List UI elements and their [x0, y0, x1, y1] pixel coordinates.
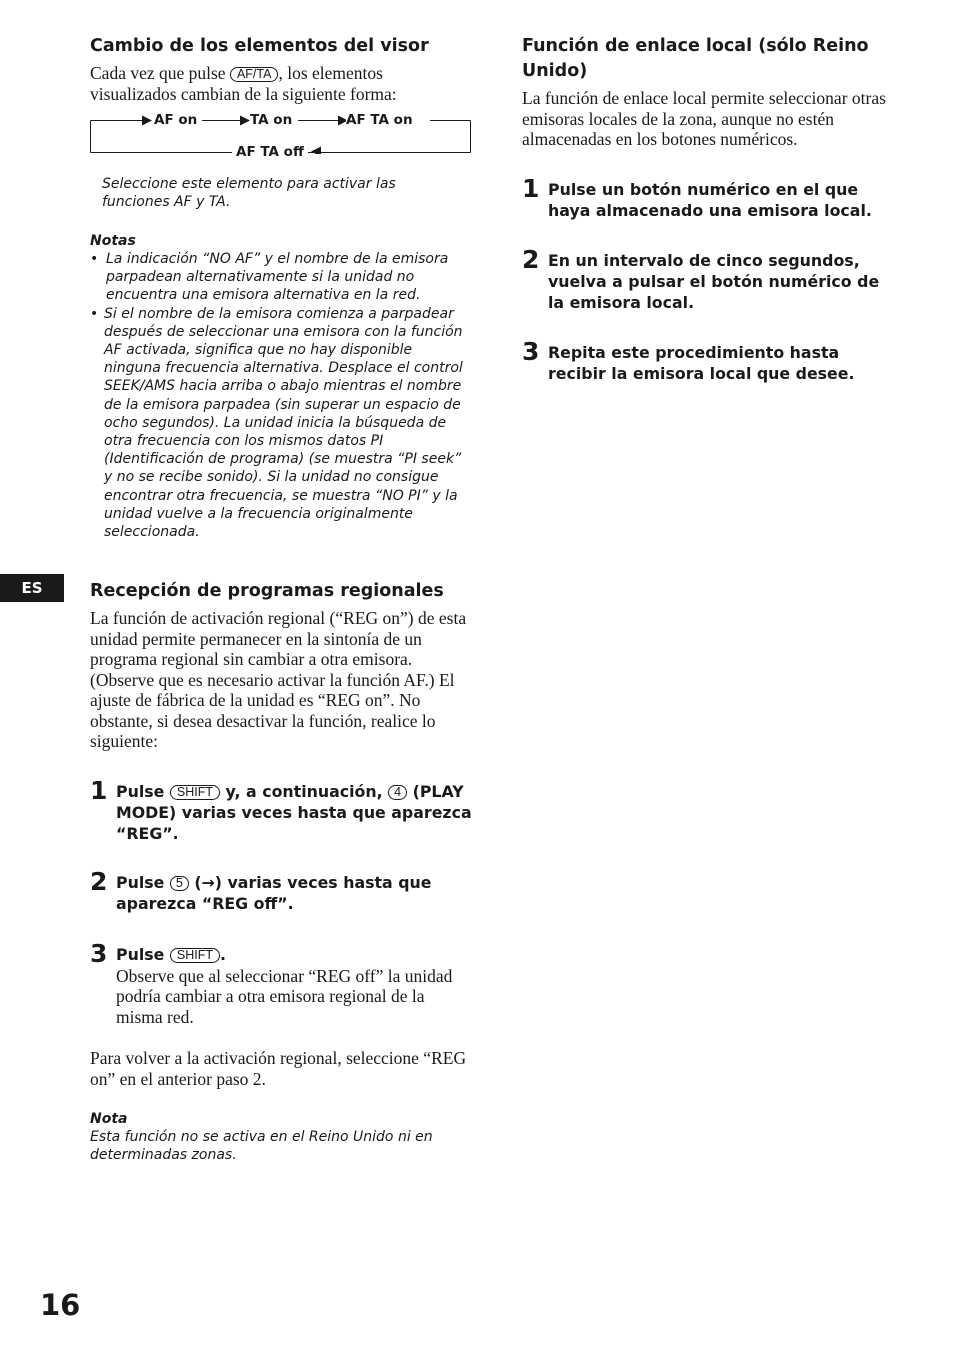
- regional-intro: La función de activación regional (“REG on”) de esta unidad permite permanecer en la sintonía de un programa regional sin cambiar a otra emisora. (Observe que es necesario activar la función AF.) El ajuste de fábrica de la unidad es “REG on”. No obstante, si desea desactivar la función, realice lo siguiente:: [90, 608, 467, 751]
- page-number: 16: [40, 1288, 81, 1322]
- regional-heading: Recepción de programas regionales: [90, 581, 444, 601]
- af-ta-key-icon: AF/TA: [230, 67, 279, 82]
- display-heading: Cambio de los elementos del visor: [90, 36, 429, 56]
- number-4-key-icon: 4: [388, 785, 407, 800]
- language-tab: ES: [0, 574, 64, 602]
- return-text: Para volver a la activación regional, seleccione “REG on” en el anterior paso 2.: [90, 1048, 467, 1089]
- note-item: • La indicación “NO AF” y el nombre de la emisora parpadean alternativamente si la unidad no encuentra una emisora alternativa en la red.: [90, 251, 449, 304]
- diagram-caption: Seleccione este elemento para activar las funciones AF y TA.: [102, 176, 396, 211]
- display-intro: Cada vez que pulse AF/TA , los elementos visualizados cambian de la siguiente forma:: [90, 63, 397, 104]
- display-cycle-diagram: [90, 110, 472, 160]
- diagram-af-on: AF on: [154, 112, 198, 128]
- local-link-intro: La función de enlace local permite seleccionar otras emisoras locales de la zona, aunque no estén almacenadas en los botones numéricos.: [522, 88, 886, 149]
- number-5-key-icon: 5: [170, 876, 189, 891]
- note-item: • Si el nombre de la emisora comienza a parpadear después de seleccionar una emisora con la función AF activada, significa que no hay disponible ninguna frecuencia alternativa. Desplace el control SEEK/AMS hacia arriba o abajo mientras el nombre de la emisora parpadea (sin superar un espacio de ocho segundos). La unidad inicia la búsqueda de otra frecuencia con los mismos datos PI (Identificación de programa) (se muestra “PI seek” y no se recibe sonido). Si la unidad no consigue encontrar otra frecuencia, se muestra “NO PI” y la unidad vuelve a la frecuencia originalmente seleccionada.: [90, 305, 463, 541]
- note2-text: Esta función no se activa en el Reino Unido ni en determinadas zonas.: [90, 1129, 433, 1164]
- shift-key-icon: SHIFT: [170, 785, 220, 800]
- local-link-heading: Función de enlace local (sólo Reino Unido): [522, 36, 869, 81]
- notes-list: [90, 250, 472, 541]
- diagram-af-ta-off: AF TA off: [232, 144, 308, 160]
- notes-title: Notas: [90, 233, 136, 249]
- diagram-af-ta-on: AF TA on: [346, 112, 413, 128]
- note2-title: Nota: [90, 1111, 128, 1127]
- diagram-ta-on: TA on: [250, 112, 293, 128]
- shift-key-icon: SHIFT: [170, 948, 220, 963]
